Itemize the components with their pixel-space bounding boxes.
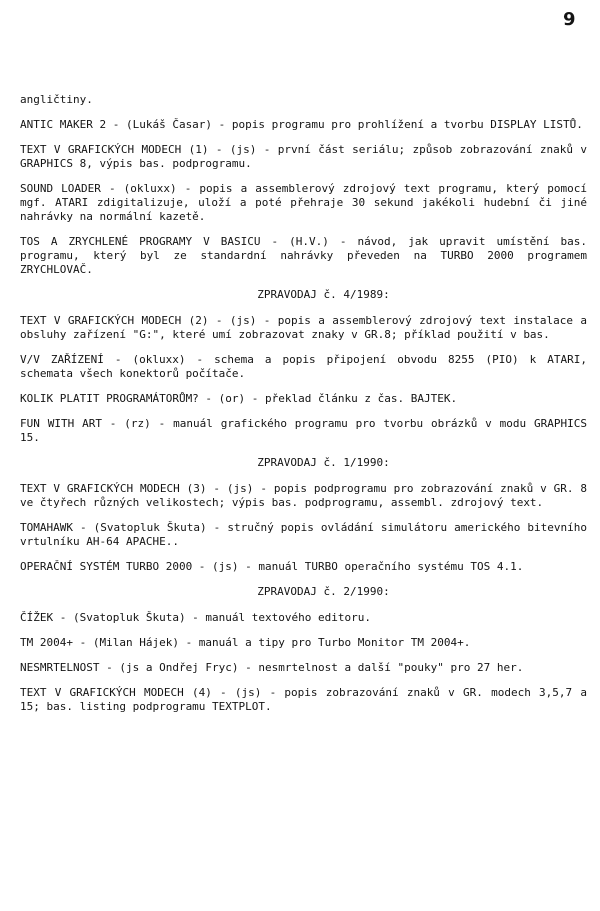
issue-heading: ZPRAVODAJ č. 1/1990: [257,456,390,469]
issue-heading: ZPRAVODAJ č. 2/1990: [257,585,390,598]
article-entry: angličtiny. [20,93,93,106]
article-entry: OPERAČNÍ SYSTÉM TURBO 2000 - (js) - manuál TURBO operačního systému TOS 4.1. [20,560,524,573]
article-entry: FUN WITH ART - (rz) - manuál grafického programu pro tvorbu obrázků v modu GRAPHICS 15. [20,417,587,444]
article-entry: TEXT V GRAFICKÝCH MODECH (2) - (js) - popis a assemblerový zdrojový text instalace a obsluhy zařízení "G:", které umí zobrazovat znaky v GR.8; příklad použití v bas. [20,314,587,341]
article-entry: ČÍŽEK - (Svatopluk Škuta) - manuál textového editoru. [20,611,371,624]
article-entry: TM 2004+ - (Milan Hájek) - manuál a tipy pro Turbo Monitor TM 2004+. [20,636,471,649]
document-body [20,93,587,725]
article-entry: NESMRTELNOST - (js a Ondřej Fryc) - nesmrtelnost a další "pouky" pro 27 her. [20,661,524,674]
article-entry: ANTIC MAKER 2 - (Lukáš Časar) - popis programu pro prohlížení a tvorbu DISPLAY LISTŮ. [20,118,583,131]
issue-heading: ZPRAVODAJ č. 4/1989: [257,288,390,301]
article-entry: TOS A ZRYCHLENÉ PROGRAMY V BASICU - (H.V.) - návod, jak upravit umístění bas. programu, který byl ze standardní nahrávky převeden na TURBO 2000 programem ZRYCHLOVAČ. [20,235,587,276]
article-entry: V/V ZAŘÍZENÍ - (okluxx) - schema a popis připojení obvodu 8255 (PIO) k ATARI, schemata všech konektorů počítače. [20,353,587,380]
article-entry: KOLIK PLATIT PROGRAMÁTORŮM? - (or) - překlad článku z čas. BAJTEK. [20,392,458,405]
article-entry: TOMAHAWK - (Svatopluk Škuta) - stručný popis ovládání simulátoru amerického bitevního vrtulníku AH-64 APACHE.. [20,521,587,548]
article-entry: SOUND LOADER - (okluxx) - popis a assemblerový zdrojový text programu, který pomocí mgf. ATARI zdigitalizuje, uloží a poté přehraje 30 sekund jakékoli hudební či jiné nahrávky na normální kazetě. [20,182,587,223]
page-number: 9 [563,9,576,30]
article-entry: TEXT V GRAFICKÝCH MODECH (1) - (js) - první část seriálu; způsob zobrazování znaků v GRAPHICS 8, výpis bas. podprogramu. [20,143,587,170]
article-entry: TEXT V GRAFICKÝCH MODECH (3) - (js) - popis podprogramu pro zobrazování znaků v GR. 8 ve čtyřech různých velikostech; výpis bas. podprogramu, assembl. zdrojový text. [20,482,587,509]
article-entry: TEXT V GRAFICKÝCH MODECH (4) - (js) - popis zobrazování znaků v GR. modech 3,5,7 a 15; bas. listing podprogramu TEXTPLOT. [20,686,587,713]
